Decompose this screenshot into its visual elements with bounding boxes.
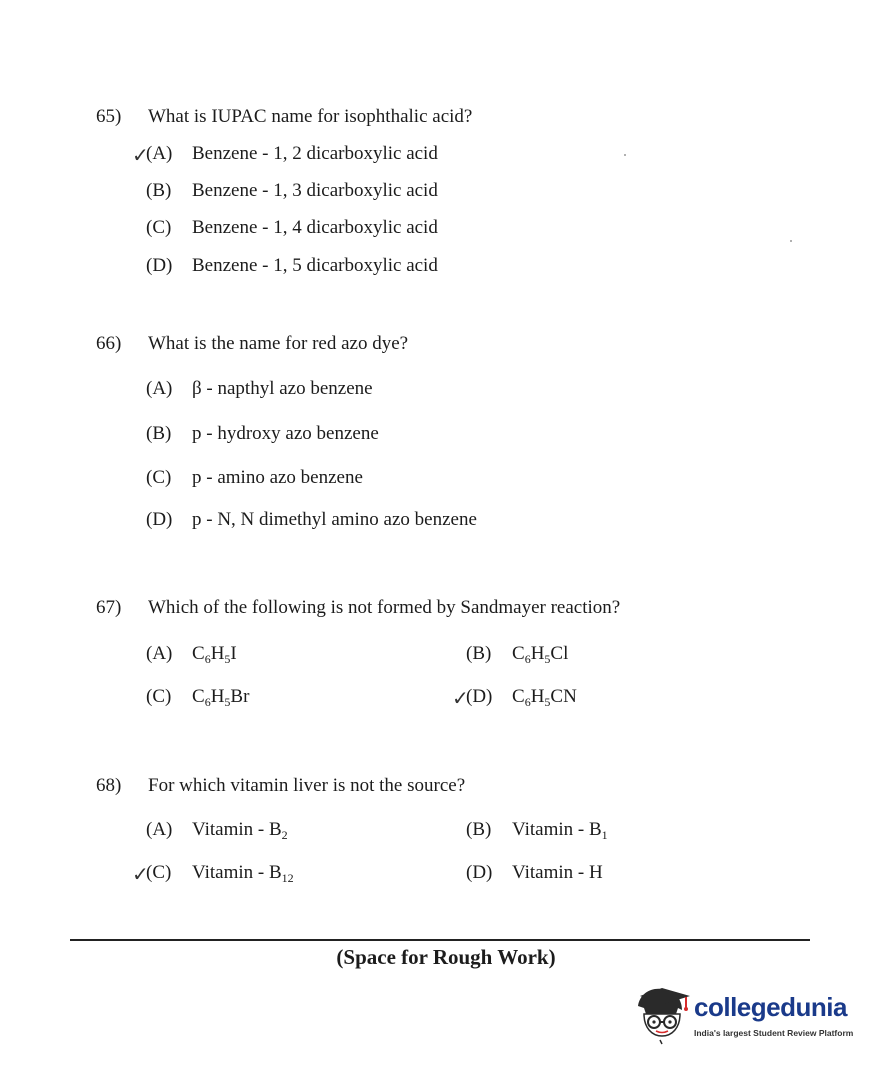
option-label: (B) <box>146 180 172 201</box>
brand-tagline: India's largest Student Review Platform <box>694 1028 854 1038</box>
option-67-a <box>146 642 237 666</box>
collegedunia-logo <box>632 982 872 1052</box>
option-text: Benzene - 1, 5 dicarboxylic acid <box>192 255 438 276</box>
option-66-a <box>146 377 373 401</box>
option-label: (D) <box>146 255 173 276</box>
divider-line <box>70 939 810 941</box>
option-text: p - N, N dimethyl amino azo benzene <box>192 509 477 530</box>
question-number: 65) <box>96 106 122 127</box>
option-66-d <box>146 508 477 532</box>
option-text: Benzene - 1, 4 dicarboxylic acid <box>192 217 438 238</box>
option-65-c <box>146 216 438 240</box>
option-text: Vitamin - $B_1$ <box>512 819 608 842</box>
question-67 <box>96 596 736 620</box>
option-65-a <box>132 142 438 167</box>
question-text: For which vitamin liver is not the source? <box>148 775 466 796</box>
option-text: p - hydroxy azo benzene <box>192 423 379 444</box>
option-label: (C) <box>146 686 172 707</box>
option-66-b <box>146 422 379 446</box>
option-label: ✓ (C) <box>132 862 172 886</box>
option-label: (C) <box>146 467 172 488</box>
formula: $C_6H_5Cl$ <box>512 643 569 666</box>
option-label: (A) <box>146 819 173 840</box>
question-65 <box>96 105 656 129</box>
option-label: (A) <box>146 378 173 399</box>
option-label: (C) <box>146 217 172 238</box>
brand-name: collegedunia <box>694 992 847 1022</box>
question-number: 68) <box>96 775 122 796</box>
option-label: (B) <box>466 643 492 664</box>
option-text: Vitamin - $B_{12}$ <box>192 862 294 885</box>
graduate-mascot-icon <box>632 984 692 1046</box>
option-65-b <box>146 179 438 203</box>
option-68-b <box>466 818 608 842</box>
option-66-c <box>146 466 363 490</box>
option-label: ✓ (D) <box>452 686 493 710</box>
option-68-d <box>466 861 603 885</box>
question-number: 67) <box>96 597 122 618</box>
option-text: Vitamin - $B_2$ <box>192 819 288 842</box>
option-text: p - amino azo benzene <box>192 467 363 488</box>
option-65-d <box>146 254 438 278</box>
question-text: What is IUPAC name for isophthalic acid? <box>148 106 473 127</box>
option-67-c <box>146 685 249 709</box>
question-text: Which of the following is not formed by Sandmayer reaction? <box>148 597 621 618</box>
scan-speck <box>790 240 792 242</box>
option-label: ✓ (A) <box>132 143 173 167</box>
option-67-d <box>452 685 577 710</box>
option-text: Benzene - 1, 2 dicarboxylic acid <box>192 143 438 164</box>
formula: $C_6H_5I$ <box>192 643 237 666</box>
tick-mark-icon: ✓ <box>132 145 149 167</box>
option-text: β - napthyl azo benzene <box>192 378 373 399</box>
tick-mark-icon: ✓ <box>452 688 469 710</box>
option-label: (B) <box>146 423 172 444</box>
option-label: (A) <box>146 643 173 664</box>
option-label: (D) <box>466 862 493 883</box>
option-text: Benzene - 1, 3 dicarboxylic acid <box>192 180 438 201</box>
tick-mark-icon: ✓ <box>132 864 149 886</box>
formula: $C_6H_5Br$ <box>192 686 250 709</box>
option-text: Vitamin - H <box>512 862 603 883</box>
option-68-a <box>146 818 288 842</box>
question-66 <box>96 332 656 356</box>
scan-speck <box>624 154 626 156</box>
question-68 <box>96 774 656 798</box>
option-68-c <box>132 861 294 886</box>
rough-work-label: (Space for Rough Work) <box>336 945 556 969</box>
formula: $C_6H_5CN$ <box>512 686 577 709</box>
option-67-b <box>466 642 568 666</box>
question-text: What is the name for red azo dye? <box>148 333 409 354</box>
option-label: (B) <box>466 819 492 840</box>
option-label: (D) <box>146 509 173 530</box>
question-number: 66) <box>96 333 122 354</box>
